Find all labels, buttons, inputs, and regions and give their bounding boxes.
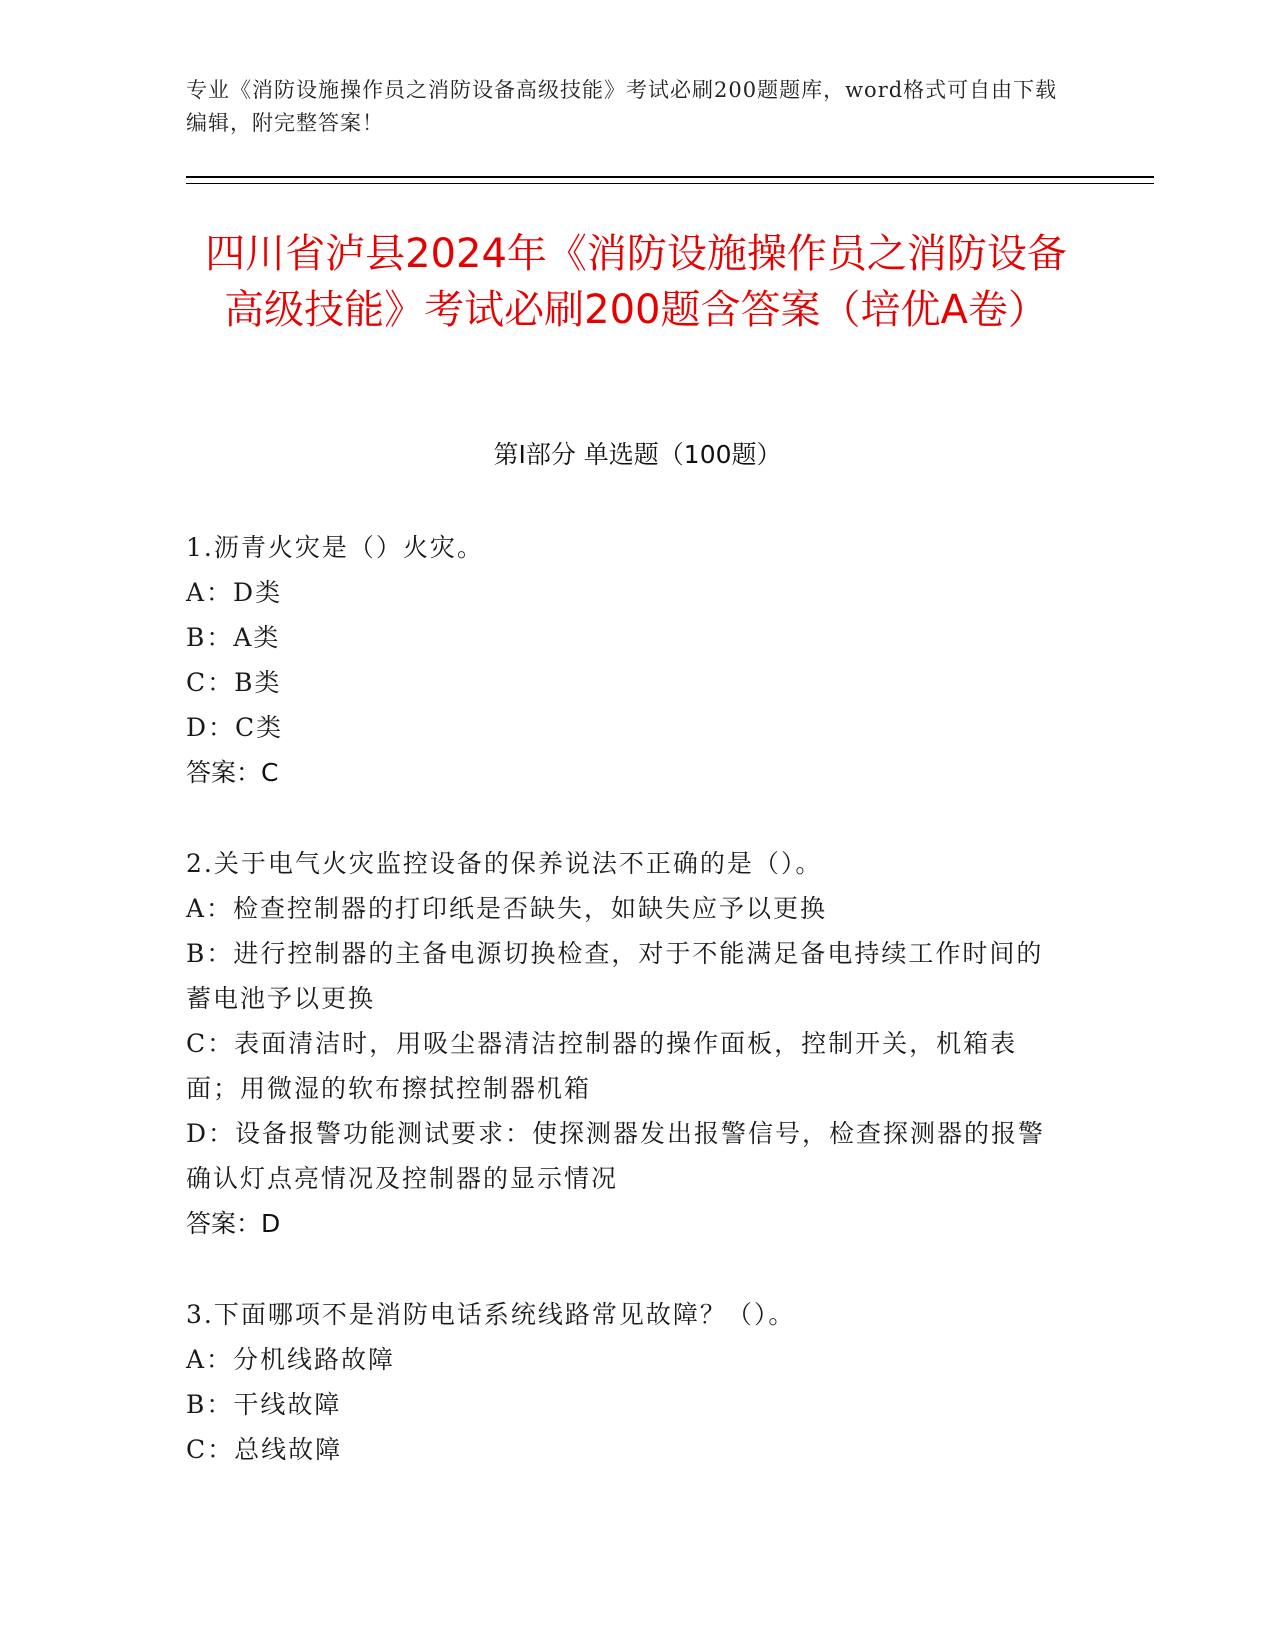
question-1 <box>186 525 1066 795</box>
header-rule-thick <box>186 176 1154 178</box>
option-d: D：C类 <box>186 713 284 742</box>
question-answer: 答案：D <box>186 1209 281 1238</box>
option-b: B：进行控制器的主备电源切换检查，对于不能满足备电持续工作时间的蓄电池予以更换 <box>186 939 1044 1013</box>
option-c: C：B类 <box>186 668 282 697</box>
option-a: A：D类 <box>186 578 283 607</box>
header-rule-thin <box>186 183 1154 184</box>
header-note: 专业《消防设施操作员之消防设备高级技能》考试必刷200题题库，word格式可自由下载编辑，附完整答案！ <box>186 78 1058 135</box>
question-3 <box>186 1292 1066 1472</box>
section-heading: 第I部分 单选题（100题） <box>493 440 782 469</box>
document-title: 四川省泸县2024年《消防设施操作员之消防设备高级技能》考试必刷200题含答案（培优A卷） <box>205 231 1067 333</box>
question-2 <box>186 841 1066 1246</box>
option-b: B：A类 <box>186 623 281 652</box>
question-stem: 2.关于电气火灾监控设备的保养说法不正确的是（）。 <box>186 849 823 878</box>
question-answer: 答案：C <box>186 758 279 787</box>
option-c: C：表面清洁时，用吸尘器清洁控制器的操作面板，控制开关，机箱表面；用微湿的软布擦拭控制器机箱 <box>186 1029 1018 1103</box>
option-b: B：干线故障 <box>186 1390 342 1419</box>
question-stem: 1.沥青火灾是（）火灾。 <box>186 533 484 562</box>
option-d: D：设备报警功能测试要求：使探测器发出报警信号，检查探测器的报警确认灯点亮情况及控制器的显示情况 <box>186 1119 1046 1193</box>
question-list <box>186 525 1066 1518</box>
option-a: A：检查控制器的打印纸是否缺失，如缺失应予以更换 <box>186 894 828 923</box>
question-stem: 3.下面哪项不是消防电话系统线路常见故障？（）。 <box>186 1300 796 1329</box>
option-c: C：总线故障 <box>186 1435 343 1464</box>
option-a: A：分机线路故障 <box>186 1345 396 1374</box>
